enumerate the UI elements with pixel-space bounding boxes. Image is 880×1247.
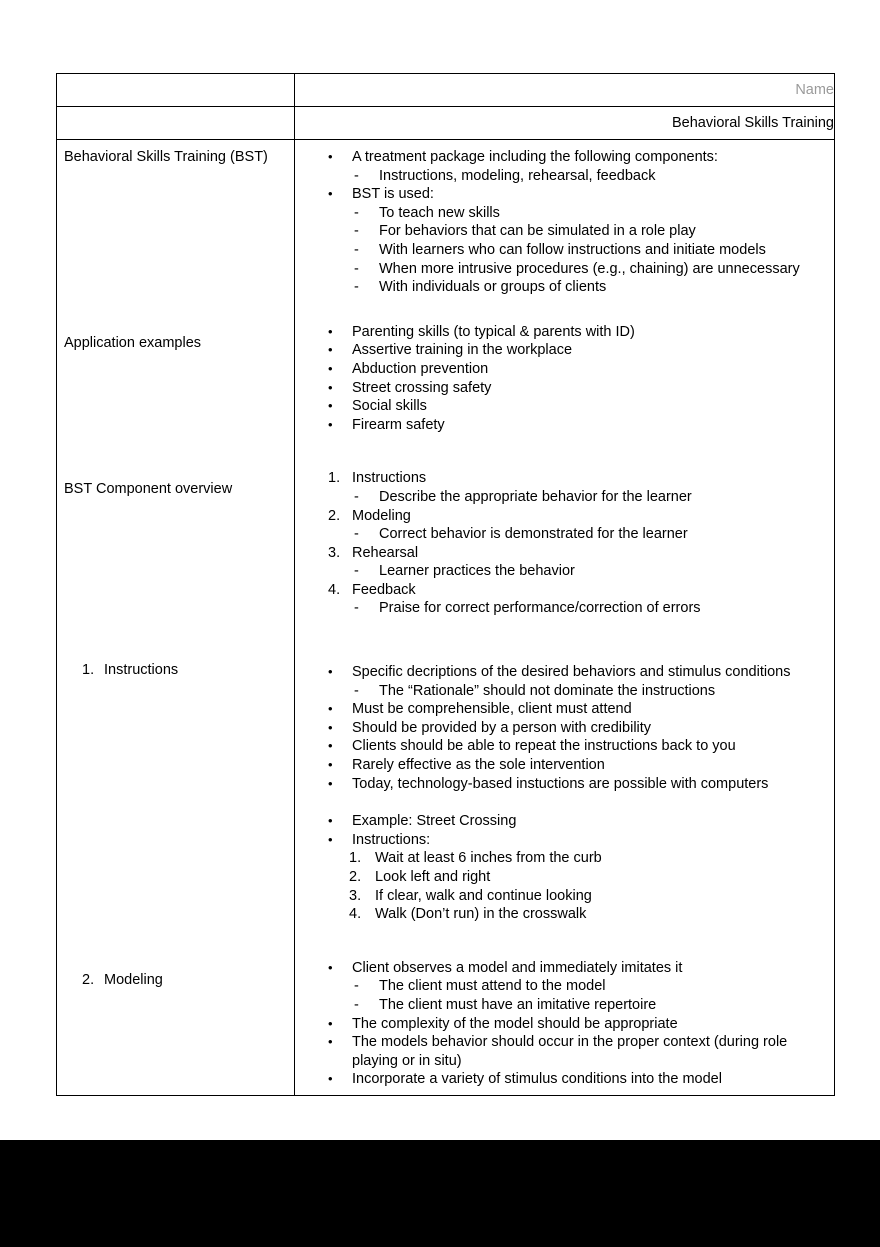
list-item (295, 581, 828, 600)
row-label-modeling-text: Modeling (104, 972, 163, 988)
table-row-name-header (57, 74, 835, 107)
list-item-text: To teach new skills (379, 204, 500, 221)
list-item (295, 222, 828, 241)
bottom-black-band (0, 1140, 880, 1247)
list-bst (295, 148, 828, 297)
list-item-text: The “Rationale” should not dominate the instructions (379, 682, 716, 699)
list-item-text: Firearm safety (352, 416, 445, 433)
row-label-instructions-number: 1. (82, 662, 95, 678)
bullet-icon: • (328, 360, 333, 376)
list-item-text: Praise for correct performance/correction of errors (379, 600, 701, 617)
list-item (295, 488, 828, 507)
title-header-label-cell (57, 107, 295, 140)
dash-icon: - (354, 563, 359, 580)
list-application-examples (295, 323, 828, 435)
list-item-text: Look left and right (375, 869, 491, 885)
bullet-icon: • (328, 664, 333, 680)
list-item (295, 204, 828, 223)
bullet-icon: • (328, 398, 333, 414)
bullet-icon: • (328, 323, 333, 339)
list-item (295, 507, 828, 526)
dash-icon: - (354, 488, 359, 505)
list-item (295, 1015, 828, 1034)
list-item-text: A treatment package including the following components: (352, 149, 718, 165)
table-row-title-header (57, 107, 835, 140)
list-item (295, 831, 828, 850)
dash-icon: - (354, 526, 359, 543)
row-label-component-overview: BST Component overview (64, 481, 233, 497)
list-item (295, 1070, 828, 1089)
list-item (295, 525, 828, 544)
list-item-text: Client observes a model and immediately imitates it (352, 959, 683, 976)
list-item-text: Street crossing safety (352, 379, 492, 396)
section-gap (295, 950, 828, 959)
list-item (295, 397, 828, 416)
list-item (295, 775, 828, 794)
body-stack (295, 140, 834, 1095)
list-item (295, 663, 828, 682)
bullet-icon: • (328, 342, 333, 358)
bullet-icon: • (328, 813, 333, 829)
list-number: 2. (328, 507, 341, 524)
list-item (295, 905, 828, 924)
list-item-text: Rarely effective as the sole intervention (352, 757, 605, 774)
bullet-icon: • (328, 701, 333, 717)
list-component-overview (295, 469, 828, 618)
list-number: 4. (349, 906, 362, 923)
bullet-icon: • (328, 379, 333, 395)
list-item-text: Rehearsal (352, 544, 419, 561)
bullet-icon: • (328, 775, 333, 791)
list-item-text: Walk (Don’t run) in the crosswalk (375, 906, 587, 923)
content-table (56, 73, 835, 1096)
dash-icon: - (354, 260, 359, 277)
list-item-text: Specific decriptions of the desired behaviors and stimulus conditions (352, 664, 791, 681)
list-street-crossing-example (295, 812, 828, 924)
list-item-text: If clear, walk and continue looking (375, 887, 592, 904)
example-instructions-label: Instructions: (352, 831, 431, 848)
list-item-text: With individuals or groups of clients (379, 279, 607, 296)
section-gap (295, 460, 828, 469)
list-item-text: Incorporate a variety of stimulus conditions into the model (352, 1071, 722, 1088)
list-item-text: Must be comprehensible, client must attend (352, 701, 632, 718)
bullet-icon: • (328, 1034, 333, 1050)
list-item-text: Correct behavior is demonstrated for the learner (379, 526, 688, 543)
list-item (295, 977, 828, 996)
list-item (295, 887, 828, 906)
list-item (295, 544, 828, 563)
document-title: Behavioral Skills Training (295, 107, 835, 140)
list-item-text: Instructions (352, 470, 427, 487)
bullet-icon: • (328, 149, 333, 164)
list-item (295, 185, 828, 204)
list-item-text: Social skills (352, 398, 427, 415)
bullet-icon: • (328, 1015, 333, 1031)
dash-icon: - (354, 600, 359, 617)
bullet-icon: • (328, 416, 333, 432)
dash-icon: - (354, 241, 359, 258)
table-row-body (57, 140, 835, 1096)
list-item-text: Describe the appropriate behavior for the learner (379, 488, 692, 505)
label-column (57, 140, 295, 1096)
list-item (295, 996, 828, 1015)
section-gap (295, 644, 828, 663)
list-item (295, 167, 828, 186)
list-item-text: For behaviors that can be simulated in a role play (379, 223, 696, 240)
list-item-text: Wait at least 6 inches from the curb (375, 850, 602, 867)
list-item (295, 379, 828, 398)
list-item (295, 148, 828, 167)
list-item-text: Today, technology-based instuctions are possible with computers (352, 775, 769, 792)
list-item (295, 599, 828, 618)
example-title: Example: Street Crossing (352, 813, 517, 830)
section-gap (295, 618, 828, 644)
list-item (295, 1033, 828, 1070)
list-number: 1. (328, 470, 341, 487)
list-item (295, 469, 828, 488)
name-header-value: Name (295, 74, 835, 107)
list-number: 4. (328, 581, 341, 598)
list-item-text: The complexity of the model should be appropriate (352, 1015, 678, 1032)
list-item (295, 700, 828, 719)
bullet-icon: • (328, 186, 333, 202)
row-label-instructions (82, 661, 178, 679)
list-item-text: Feedback (352, 581, 416, 598)
dash-icon: - (354, 204, 359, 221)
list-item (295, 719, 828, 738)
list-number: 2. (349, 869, 362, 885)
list-item-text: Assertive training in the workplace (352, 342, 573, 359)
list-number: 3. (349, 887, 362, 904)
dash-icon: - (354, 996, 359, 1013)
list-item (295, 868, 828, 887)
body-column (295, 140, 835, 1096)
list-instructions (295, 663, 828, 793)
label-stack (57, 140, 294, 1080)
section-gap (295, 434, 828, 460)
dash-icon: - (354, 279, 359, 296)
list-item (295, 959, 828, 978)
list-item-text: The client must have an imitative repertoire (379, 996, 657, 1013)
list-item (295, 241, 828, 260)
list-item (295, 737, 828, 756)
list-item-text: Abduction prevention (352, 360, 489, 377)
list-item-text: When more intrusive procedures (e.g., chaining) are unnecessary (379, 260, 800, 277)
list-item-text: The models behavior should occur in the proper context (during role playing or in situ) (352, 1034, 788, 1069)
section-gap (295, 924, 828, 950)
row-label-modeling (82, 971, 163, 989)
list-item-text: Clients should be able to repeat the instructions back to you (352, 738, 736, 755)
row-label-modeling-number: 2. (82, 972, 95, 988)
bullet-icon: • (328, 738, 333, 754)
list-modeling (295, 959, 828, 1089)
row-label-application-examples: Application examples (64, 335, 202, 351)
list-number: 3. (328, 544, 341, 561)
list-item-text: Learner practices the behavior (379, 563, 575, 580)
section-gap (295, 297, 828, 323)
list-item (295, 360, 828, 379)
list-item-text: With learners who can follow instructions and initiate models (379, 241, 766, 258)
list-item (295, 849, 828, 868)
list-item-text: Instructions, modeling, rehearsal, feedback (379, 167, 656, 184)
bullet-icon: • (328, 1071, 333, 1087)
row-label-instructions-text: Instructions (104, 662, 179, 678)
list-item-text: Modeling (352, 507, 411, 524)
dash-icon: - (354, 682, 359, 699)
list-item (295, 756, 828, 775)
list-item (295, 260, 828, 279)
row-label-bst: Behavioral Skills Training (BST) (64, 149, 268, 165)
bullet-icon: • (328, 959, 333, 975)
list-item-text: The client must attend to the model (379, 978, 606, 995)
section-gap (295, 793, 828, 812)
bullet-icon: • (328, 757, 333, 773)
list-item (295, 562, 828, 581)
dash-icon: - (354, 223, 359, 240)
bullet-icon: • (328, 831, 333, 847)
list-item (295, 416, 828, 435)
bullet-icon: • (328, 719, 333, 735)
dash-icon: - (354, 167, 359, 184)
list-item-text: Should be provided by a person with credibility (352, 719, 652, 736)
dash-icon: - (354, 978, 359, 995)
list-item (295, 341, 828, 360)
list-item (295, 682, 828, 701)
list-item (295, 278, 828, 297)
name-header-label-cell (57, 74, 295, 107)
list-item (295, 323, 828, 342)
list-item-text: Parenting skills (to typical & parents with ID) (352, 323, 635, 340)
list-item (295, 812, 828, 831)
list-number: 1. (349, 850, 362, 867)
list-item-text: BST is used: (352, 186, 434, 203)
